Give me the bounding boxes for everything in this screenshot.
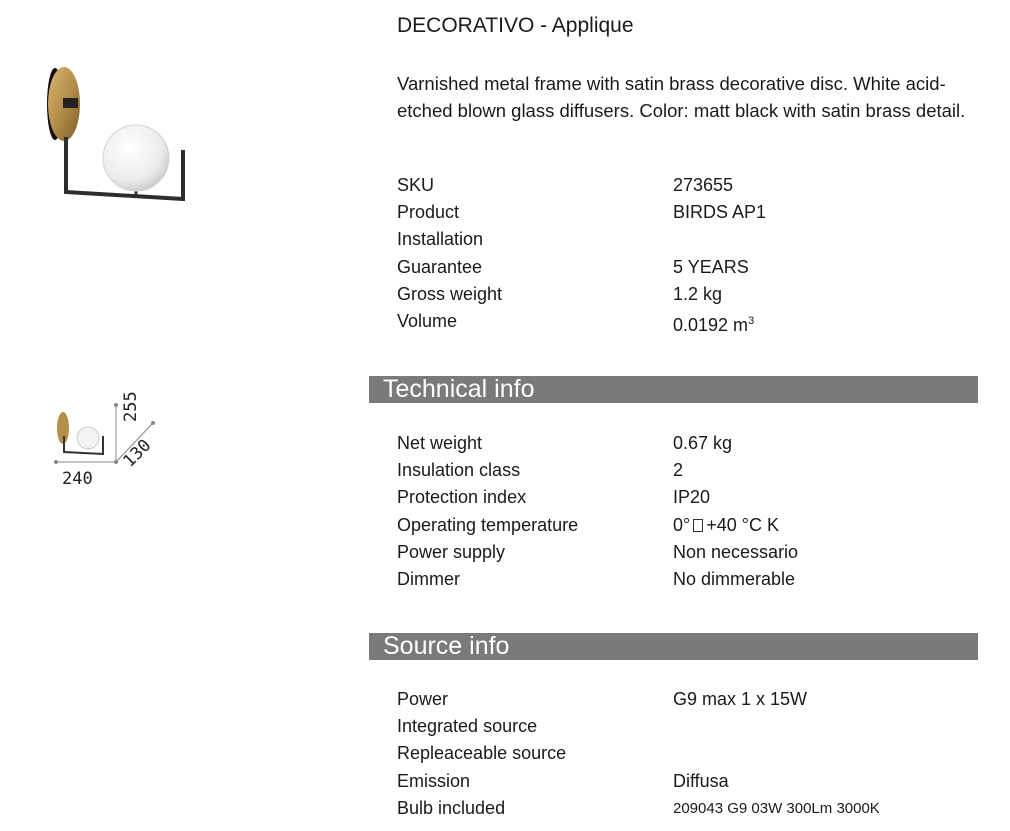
- dimension-height: 255: [121, 391, 141, 422]
- value-operating-temperature: 0° +40 °C K: [673, 514, 779, 535]
- value-insulation-class: 2: [673, 460, 684, 481]
- value-gross-weight: 1.2 kg: [673, 283, 723, 304]
- value-emission: Diffusa: [673, 770, 729, 791]
- value-power-supply: Non necessario: [673, 541, 799, 562]
- label-insulation-class: Insulation class: [397, 460, 521, 481]
- source-info-header: Source info: [369, 633, 978, 660]
- value-volume: 0.0192 $m^3$: [673, 314, 755, 335]
- label-net-weight: Net weight: [397, 433, 483, 453]
- product-photo: [36, 62, 191, 212]
- label-volume: Volume: [397, 310, 458, 331]
- label-gross-weight: Gross weight: [397, 283, 503, 304]
- missing-glyph-icon: [693, 519, 703, 532]
- value-guarantee: 5 YEARS: [673, 256, 749, 277]
- label-bulb-included: Bulb included: [397, 797, 506, 818]
- value-sku: 273655: [673, 175, 734, 195]
- label-product: Product: [397, 202, 460, 223]
- value-power: G9 max 1 x 15W: [673, 689, 808, 709]
- label-power: Power: [397, 689, 449, 709]
- value-product: BIRDS AP1: [673, 202, 767, 223]
- label-installation: Installation: [397, 229, 484, 250]
- label-protection-index: Protection index: [397, 487, 527, 508]
- label-emission: Emission: [397, 770, 471, 791]
- dimension-width: 240: [62, 469, 93, 489]
- page-title: DECORATIVO - Applique: [397, 14, 634, 37]
- value-dimmer: No dimmerable: [673, 568, 796, 589]
- label-dimmer: Dimmer: [397, 568, 460, 589]
- value-protection-index: IP20: [673, 487, 711, 508]
- product-description: Varnished metal frame with satin brass decorative disc. White acid-etched blown glass diffusers. Color: matt black with satin brass detail.: [397, 73, 966, 121]
- label-replaceable-source: Repleaceable source: [397, 743, 567, 764]
- label-power-supply: Power supply: [397, 541, 506, 562]
- label-guarantee: Guarantee: [397, 256, 483, 277]
- dimension-drawing: [48, 380, 168, 495]
- label-integrated-source: Integrated source: [397, 716, 538, 737]
- value-net-weight: 0.67 kg: [673, 433, 733, 453]
- dimension-depth: 130: [119, 435, 156, 472]
- label-operating-temperature: Operating temperature: [397, 514, 579, 535]
- technical-info-header: Technical info: [369, 376, 978, 403]
- value-bulb-included: 209043 G9 03W 300Lm 3000K: [673, 799, 880, 817]
- label-sku: SKU: [397, 175, 435, 195]
